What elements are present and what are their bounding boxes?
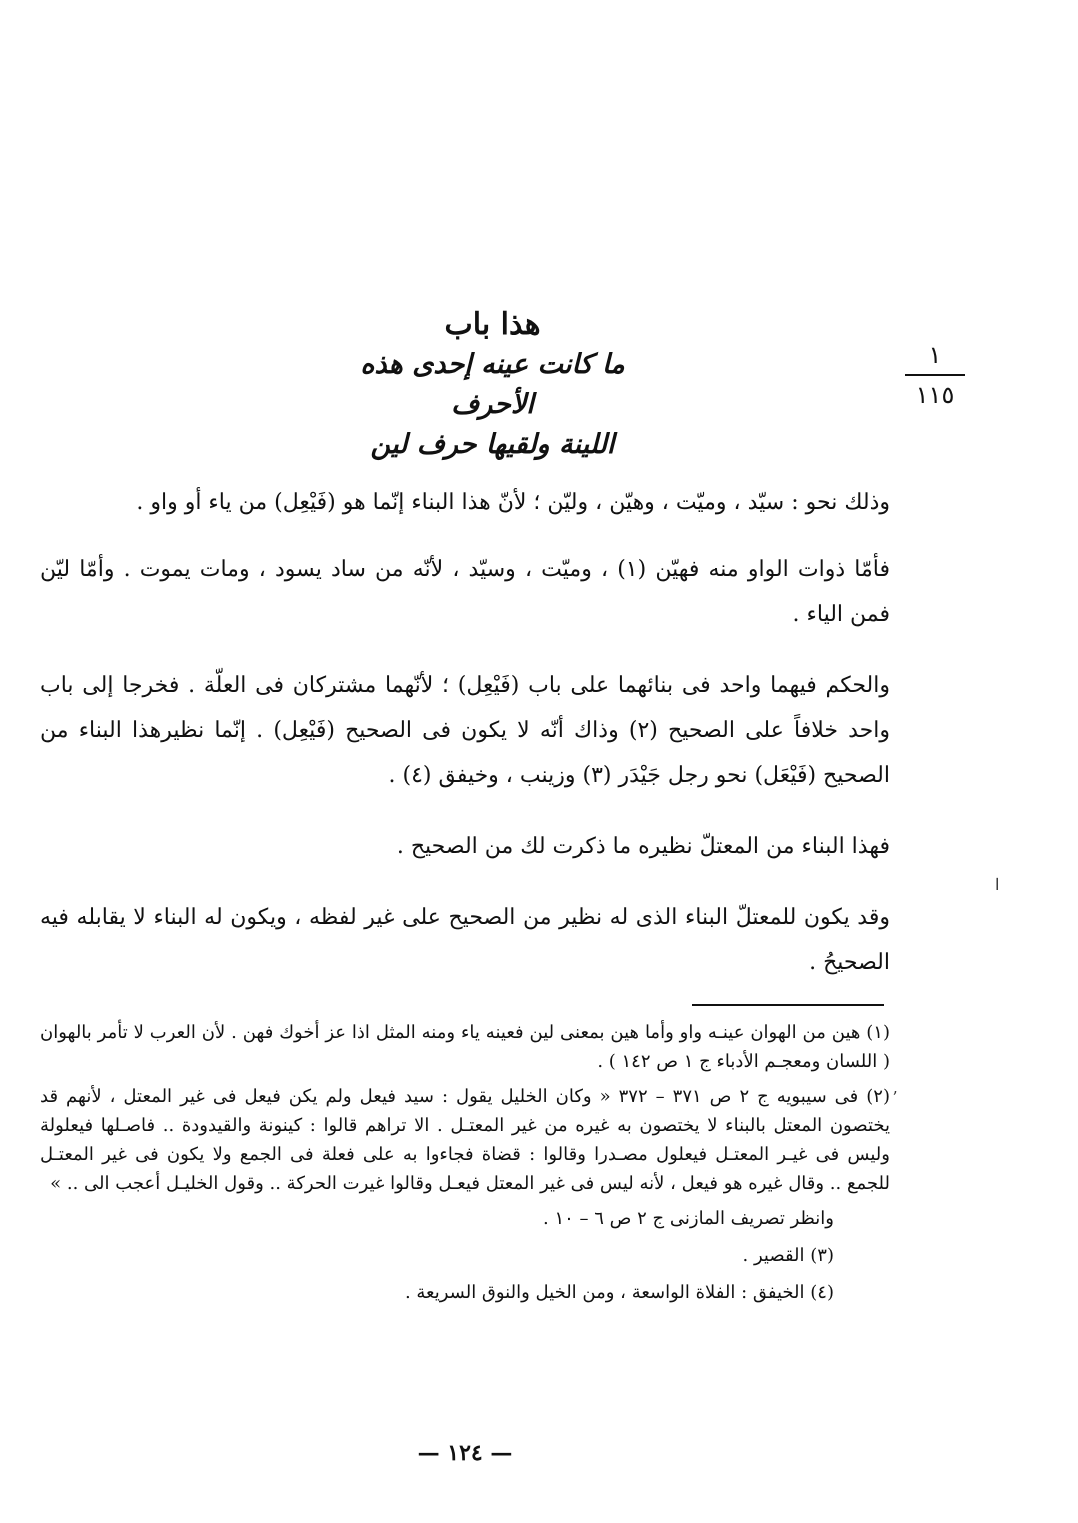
margin-ref-bottom: ١١٥ xyxy=(915,381,955,409)
stray-mark: ʼ xyxy=(892,1088,898,1107)
paragraph-1: وذلك نحو : سيّد ، وميّت ، وهيّن ، وليّن ؛ لأنّ هذا البناء إنّما هو (فَيْعِل) من ياء أو واو . xyxy=(136,490,890,515)
chapter-heading xyxy=(320,305,665,465)
heading-line-2: ما كانت عينه إحدى هذه الأحرف xyxy=(360,349,625,420)
footnote-2: (٢) فى سيبويه ج ٢ ص ٣٧١ – ٣٧٢ « وكان الخليل يقول : سيد فيعل ولم يكن فيعل فى غير المعتل ، لأنهم قد يختصون المعتل بالبناء لا يختصون به غيره من غير المعتـل . الا تراهم قالوا : كينونة والقيدودة .. فاصـلها فيعلولة وليس فى غيـر المعتـل فيعلول مصـدرا وقالوا : قضاة فجاءوا به على فعلة فى الجمع ولا يكون فى غير المعتـل للجمع .. وقال غيره هو فيعل ، لأنه ليس فى غير المعتل فيعـل وقالوا غيرت الحركة .. وقول الخليـل أعجب الى .. » xyxy=(40,1086,891,1194)
main-text xyxy=(40,480,890,1011)
paragraph-5: وقد يكون للمعتلّ البناء الذى له نظير من الصحيح على غير لفظه ، ويكون له البناء لا يقابله فيه الصحيحُ . xyxy=(40,905,890,975)
footnote-divider xyxy=(692,1004,884,1006)
footnote-2-reference: وانظر تصريف المازنى ج ٢ ص ٦ – ١٠ . xyxy=(543,1208,834,1229)
paragraph-3: والحكم فيهما واحد فى بنائهما على باب (فَيْعِل) ؛ لأنّهما مشتركان فى العلّة . فخرجا إلى باب واحد خلافاً على الصحيح (٢) وذاك أنّه لا يكون فى الصحيح (فَيْعِل) . إنّما نظيرهذا البناء من الصحيح (فَيْعَل) نحو رجل جَيْدَر (٣) وزينب ، وخيفق (٤) . xyxy=(40,673,890,788)
footnotes xyxy=(40,1018,890,1315)
page-number: — ١٢٤ — xyxy=(417,1440,513,1466)
paragraph-2: فأمّا ذوات الواو منه فهيّن (١) ، وميّت ، وسيّد ، لأنّه من ساد يسود ، ومات يموت . وأمّا ليّن فمن الياء . xyxy=(40,557,890,627)
paragraph-4: فهذا البناء من المعتلّ نظيره ما ذكرت لك من الصحيح . xyxy=(396,834,890,859)
margin-reference xyxy=(905,340,965,410)
margin-ref-top: ١ xyxy=(905,340,965,376)
stray-mark: ا xyxy=(995,875,1000,894)
footnote-3: (٣) القصير . xyxy=(742,1245,834,1266)
heading-line-1: هذا باب xyxy=(444,307,541,342)
footnote-4: (٤) الخيفق : الفلاة الواسعة ، ومن الخيل والنوق السريعة . xyxy=(404,1282,834,1303)
heading-line-3: اللينة ولقيها حرف لين xyxy=(370,429,615,460)
footnote-1: (١) هين من الهوان عينـه واو وأما هين بمعنى لين فعينه ياء ومنه المثل اذا عز أخوك فهن . لأن العرب لا تأمر بالهوان ( اللسان ومعجـم الأدباء ج ١ ص ١٤٢ ) . xyxy=(40,1022,890,1072)
